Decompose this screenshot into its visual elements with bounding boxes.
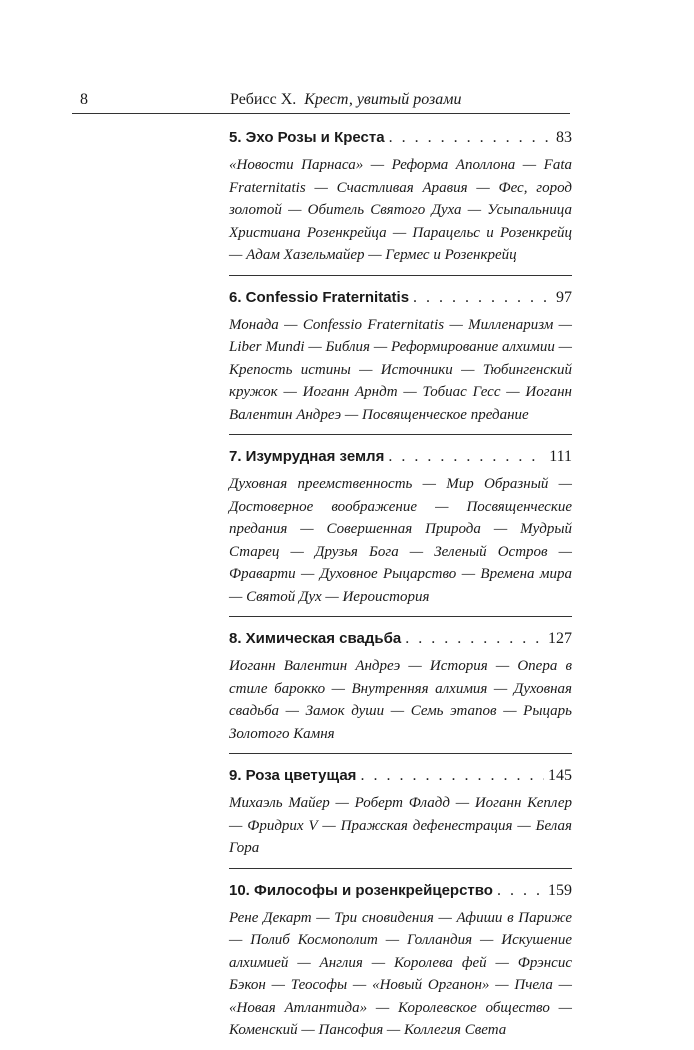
chapter-title: 10. Философы и розенкрейцерство [229,881,493,899]
chapter-title: 6. Confessio Fraternitatis [229,288,410,306]
dot-leader [405,627,544,651]
running-head [72,90,572,114]
chapter-page-number: 159 [548,881,572,899]
toc-chapter-6 [229,275,572,435]
chapter-heading [229,764,572,788]
chapter-topics: Духовная преемственность — Мир Образный — Достоверное воображение — Посвященческие предания — Совершенная Природа — Мудрый Старец — Друзья Бога — Зеленый Остров — Фраварти — Духовное Рыцарство — Времена мира — Святой Дух — Иероистория [229,476,572,605]
chapter-heading [229,627,572,651]
dot-leader [413,286,552,310]
table-of-contents [229,122,572,1050]
chapter-page-number: 127 [548,630,572,647]
chapter-topics: Рене Декарт — Три сновидения — Афиши в Париже — Полиб Космополит — Голландия — Искушение алхимией — Англия — Королева фей — Фрэнсис Бэкон — Теософы — «Новый Органон» — Пчела — «Новая Атлантида» — Королевское общество — Коменский — Пансофия — Коллегия Света [229,909,572,1038]
chapter-title: 7. Изумрудная земля [229,448,385,465]
chapter-topics: Монада — Confessio Fraternitatis — Милленаризм — Liber Mundi — Библия — Реформирование алхимии — Крепость истины — Источники — Тюбингенский кружок — Иоганн Арндт — Тобиас Гесс — Иоганн Валентин Андреэ — Посвященческое предание [229,316,572,423]
dot-leader [497,879,544,903]
running-title [230,90,462,110]
chapter-title: 5. Эхо Розы и Креста [229,129,385,146]
chapter-page-number: 83 [556,129,572,146]
dot-leader [388,445,545,469]
chapter-topics: «Новости Парнаса» — Реформа Аполлона — Fata Fraternitatis — Счастливая Аравия — Фес, город золотой — Обитель Святого Духа — Усыпальница Христиана Розенкрейца — Парацельс и Розенкрейц — Адам Хазельмайер — Гермес и Розенкрейц [229,157,572,263]
chapter-heading [229,126,572,150]
toc-chapter-7 [229,434,572,616]
chapter-title: 9. Роза цветущая [229,767,357,784]
running-book-title: Крест, увитый розами [304,91,462,108]
chapter-title: 8. Химическая свадьба [229,630,402,647]
chapter-topics: Иоганн Валентин Андреэ — История — Опера в стиле барокко — Внутренняя алхимия — Духовная свадьба — Замок души — Семь этапов — Рыцарь Золотого Камня [229,658,572,742]
page-number: 8 [80,91,88,108]
running-author: Ребисс X. [230,91,297,108]
dot-leader [389,126,552,150]
chapter-heading [229,286,572,310]
toc-chapter-9 [229,753,572,868]
toc-chapter-10 [229,868,572,1050]
chapter-heading [229,879,572,903]
toc-chapter-5 [229,122,572,275]
chapter-topics: Михаэль Майер — Роберт Фладд — Иоганн Кеплер — Фридрих V — Пражская дефенестрация — Белая Гора [229,795,572,856]
chapter-heading [229,445,572,469]
dot-leader [360,764,544,788]
toc-chapter-8 [229,616,572,753]
header-rule [72,113,570,114]
chapter-page-number: 97 [556,288,572,306]
chapter-page-number: 111 [549,448,572,465]
chapter-page-number: 145 [548,767,572,784]
